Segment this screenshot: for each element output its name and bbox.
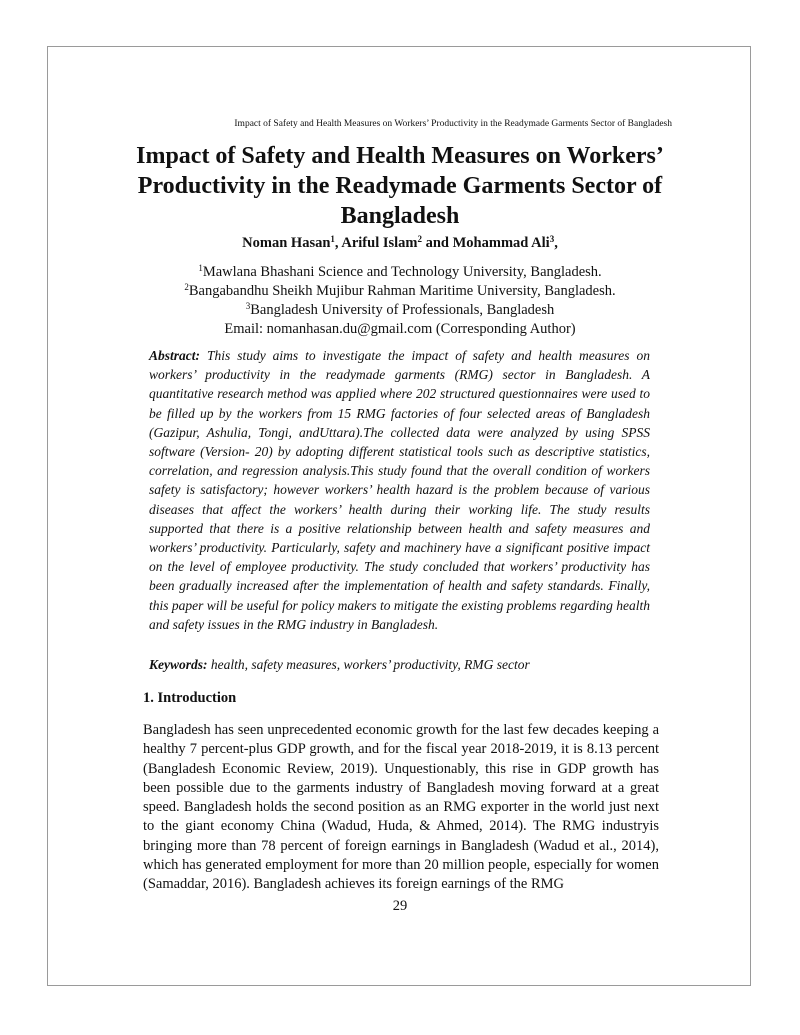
affiliation-mark: 2 bbox=[184, 282, 189, 292]
author-affiliation-mark: 2 bbox=[417, 234, 422, 244]
author-affiliation-mark: 1 bbox=[330, 234, 335, 244]
author-separator: , bbox=[334, 235, 342, 251]
introduction-paragraph: Bangladesh has seen unprecedented economic growth for the last few decades keeping a healthy 7 percent-plus GDP growth, and for the fiscal year 2018-2019, it is 8.13 percent (Bangladesh Economic Review, 2019). Unquestionably, this rise in GDP growth has been possible due to the garments industry of Bangladesh moving forward at a great speed. Bangladesh holds the second position as an RMG exporter in the world just next to the giant economy China (Wadud, Huda, & Ahmed, 2014). The RMG industryis bringing more than 78 percent of foreign earnings in Bangladesh (Wadud et al., 2014), which has generated employment for more than 20 million people, especially for women (Samaddar, 2016). Bangladesh achieves its foreign earnings of the RMG bbox=[143, 722, 659, 893]
keywords bbox=[149, 657, 650, 673]
section-heading-introduction: 1. Introduction bbox=[143, 690, 237, 706]
keywords-text: health, safety measures, workers’ productivity, RMG sector bbox=[207, 657, 530, 672]
abstract-text: This study aims to investigate the impact of safety and health measures on workers’ productivity in the readymade garments (RMG) sector in Bangladesh. A quantitative research method was applied where 202 structured questionnaires were used to be filled up by the workers from 15 RMG factories of four selected areas of Bangladesh (Gazipur, Ashulia, Tongi, andUttara).The collected data were analyzed by using SPSS software (Version- 20) by adopting different statistical tools such as descriptive statistics, correlation, and regression analysis.This study found that the overall condition of workers safety is satisfactory; however workers’ health hazard is the problem because of various diseases that affect the workers’ health during their working life. The study results supported that there is a positive relationship between health and safety measures and workers’ productivity. Particularly, safety and machinery have a significant positive impact on the level of employee productivity. The study concluded that workers’ productivity has been gradually increased after the implementation of health and safety standards. Finally, this paper will be useful for policy makers to mitigate the existing problems regarding health and safety issues in the RMG industry in Bangladesh. bbox=[149, 348, 650, 632]
author-name: Noman Hasan bbox=[242, 235, 331, 251]
affiliation-mark: 3 bbox=[245, 301, 251, 311]
paper-title: Impact of Safety and Health Measures on Workers’ Productivity in the Readymade Garments Sector of Bangladesh bbox=[136, 143, 664, 229]
affiliation-text: Bangabandhu Sheikh Mujibur Rahman Maritime University, Bangladesh. bbox=[188, 283, 616, 299]
author-name: Mohammad Ali bbox=[452, 235, 550, 251]
author-separator: and bbox=[421, 235, 453, 251]
abstract-label: Abstract: bbox=[149, 348, 201, 363]
affiliation-text: Mawlana Bhashani Science and Technology University, Bangladesh. bbox=[202, 264, 602, 280]
author-affiliation-mark: 3 bbox=[549, 234, 555, 244]
author-name: Ariful Islam bbox=[341, 235, 418, 251]
page-number: 29 bbox=[392, 898, 408, 914]
author-list bbox=[100, 235, 700, 252]
affiliation-line bbox=[100, 301, 700, 320]
abstract bbox=[149, 346, 650, 634]
affiliations bbox=[100, 263, 700, 339]
affiliation-mark: 1 bbox=[198, 263, 203, 273]
affiliation-line bbox=[100, 263, 700, 282]
author-separator: , bbox=[554, 235, 558, 251]
affiliation-text: Bangladesh University of Professionals, Bangladesh bbox=[250, 302, 555, 318]
running-header: Impact of Safety and Health Measures on Workers’ Productivity in the Readymade Garments Sector of Bangladesh bbox=[234, 119, 672, 129]
corresponding-email: Email: nomanhasan.du@gmail.com (Corresponding Author) bbox=[224, 321, 576, 337]
affiliation-line bbox=[100, 282, 700, 301]
keywords-label: Keywords: bbox=[149, 657, 208, 672]
